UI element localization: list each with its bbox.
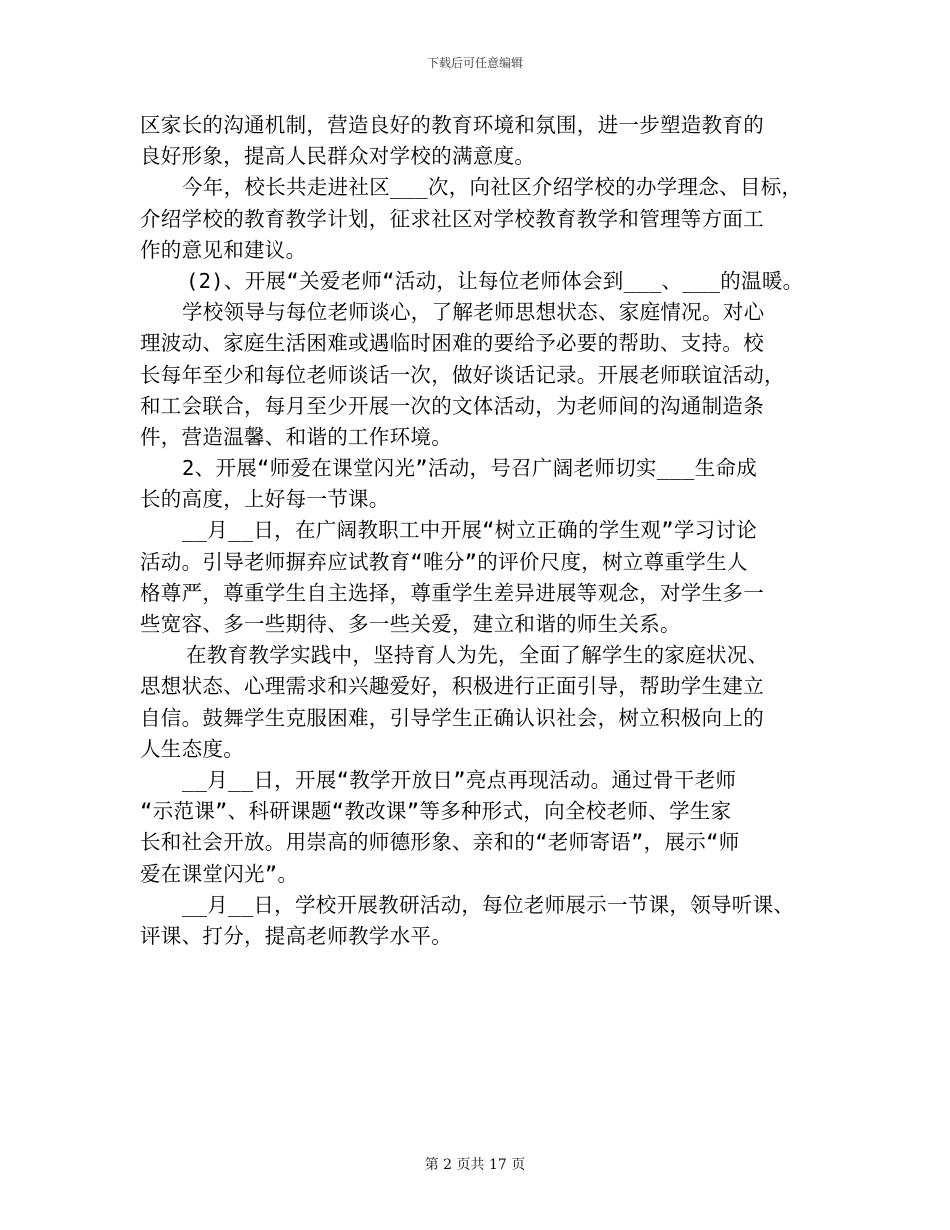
text-line: 格尊严，尊重学生自主选择，尊重学生差异进展等观念，对学生多一 [140,580,764,605]
text-line: __月__日，开展“教学开放日”亮点再现活动。通过骨干老师 [182,767,737,792]
text-line: 良好形象，提高人民群众对学校的满意度。 [140,144,536,169]
text-line: __月__日，在广阔教职工中开展“树立正确的学生观”学习讨论 [182,518,758,543]
text-line: 思想状态、心理需求和兴趣爱好，积极进行正面引导，帮助学生建立 [140,674,764,699]
text-line: 长和社会开放。用崇高的师德形象、亲和的“老师寄语”，展示“师 [140,830,740,855]
page-header: 下载后可任意编辑 [426,56,523,70]
text-line: 些宽容、多一些期待、多一些关爱，建立和谐的师生关系。 [140,612,681,636]
text-line: 活动。引导老师摒弃应试教育“唯分”的评价尺度，树立尊重学生人 [140,549,748,574]
text-line: 和工会联合，每月至少开展一次的文体活动，为老师间的沟通制造条 [140,393,764,418]
document-body [140,110,830,952]
text-line: 介绍学校的教育教学计划，征求社区对学校教育教学和管理等方面工 [140,206,764,231]
text-line: 学校领导与每位老师谈心，了解老师思想状态、家庭情况。对心 [182,300,765,325]
text-line: (2)、开展“关爱老师“活动，让每位老师体会到___、___的温暖。 [186,268,804,293]
text-line: “示范课”、科研课题“教改课”等多种形式，向全校老师、学生家 [140,799,732,824]
text-line: 作的意见和建议。 [140,237,307,262]
text-line: 今年，校长共走进社区___次，向社区介绍学校的办学理念、目标， [182,175,803,200]
text-line: 件，营造温馨、和谐的工作环境。 [140,424,452,449]
text-line: 理波动、家庭生活困难或遇临时困难的要给予必要的帮助、支持。校 [140,331,764,356]
page-footer: 第 2 页共 17 页 [424,1157,526,1173]
text-line: 区家长的沟通机制，营造良好的教育环境和氛围，进一步塑造教育的 [140,113,764,137]
text-line: 长每年至少和每位老师谈话一次，做好谈话记录。开展老师联谊活动， [140,362,785,387]
text-line: 长的高度，上好每一节课。 [140,487,390,512]
text-line: 自信。鼓舞学生克服困难，引导学生正确认识社会，树立积极向上的 [140,705,764,730]
text-line: 评课、打分，提高老师教学水平。 [140,923,452,948]
text-line: 2、开展“师爱在课堂闪光”活动，号召广阔老师切实___生命成 [182,456,758,481]
text-line: 在教育教学实践中，坚持育人为先，全面了解学生的家庭状况、 [186,643,769,668]
text-line: 人生态度。 [140,736,244,761]
text-line: __月__日，学校开展教研活动，每位老师展示一节课，领导听课、 [182,892,795,917]
text-line: 爱在课堂闪光”。 [140,861,299,886]
